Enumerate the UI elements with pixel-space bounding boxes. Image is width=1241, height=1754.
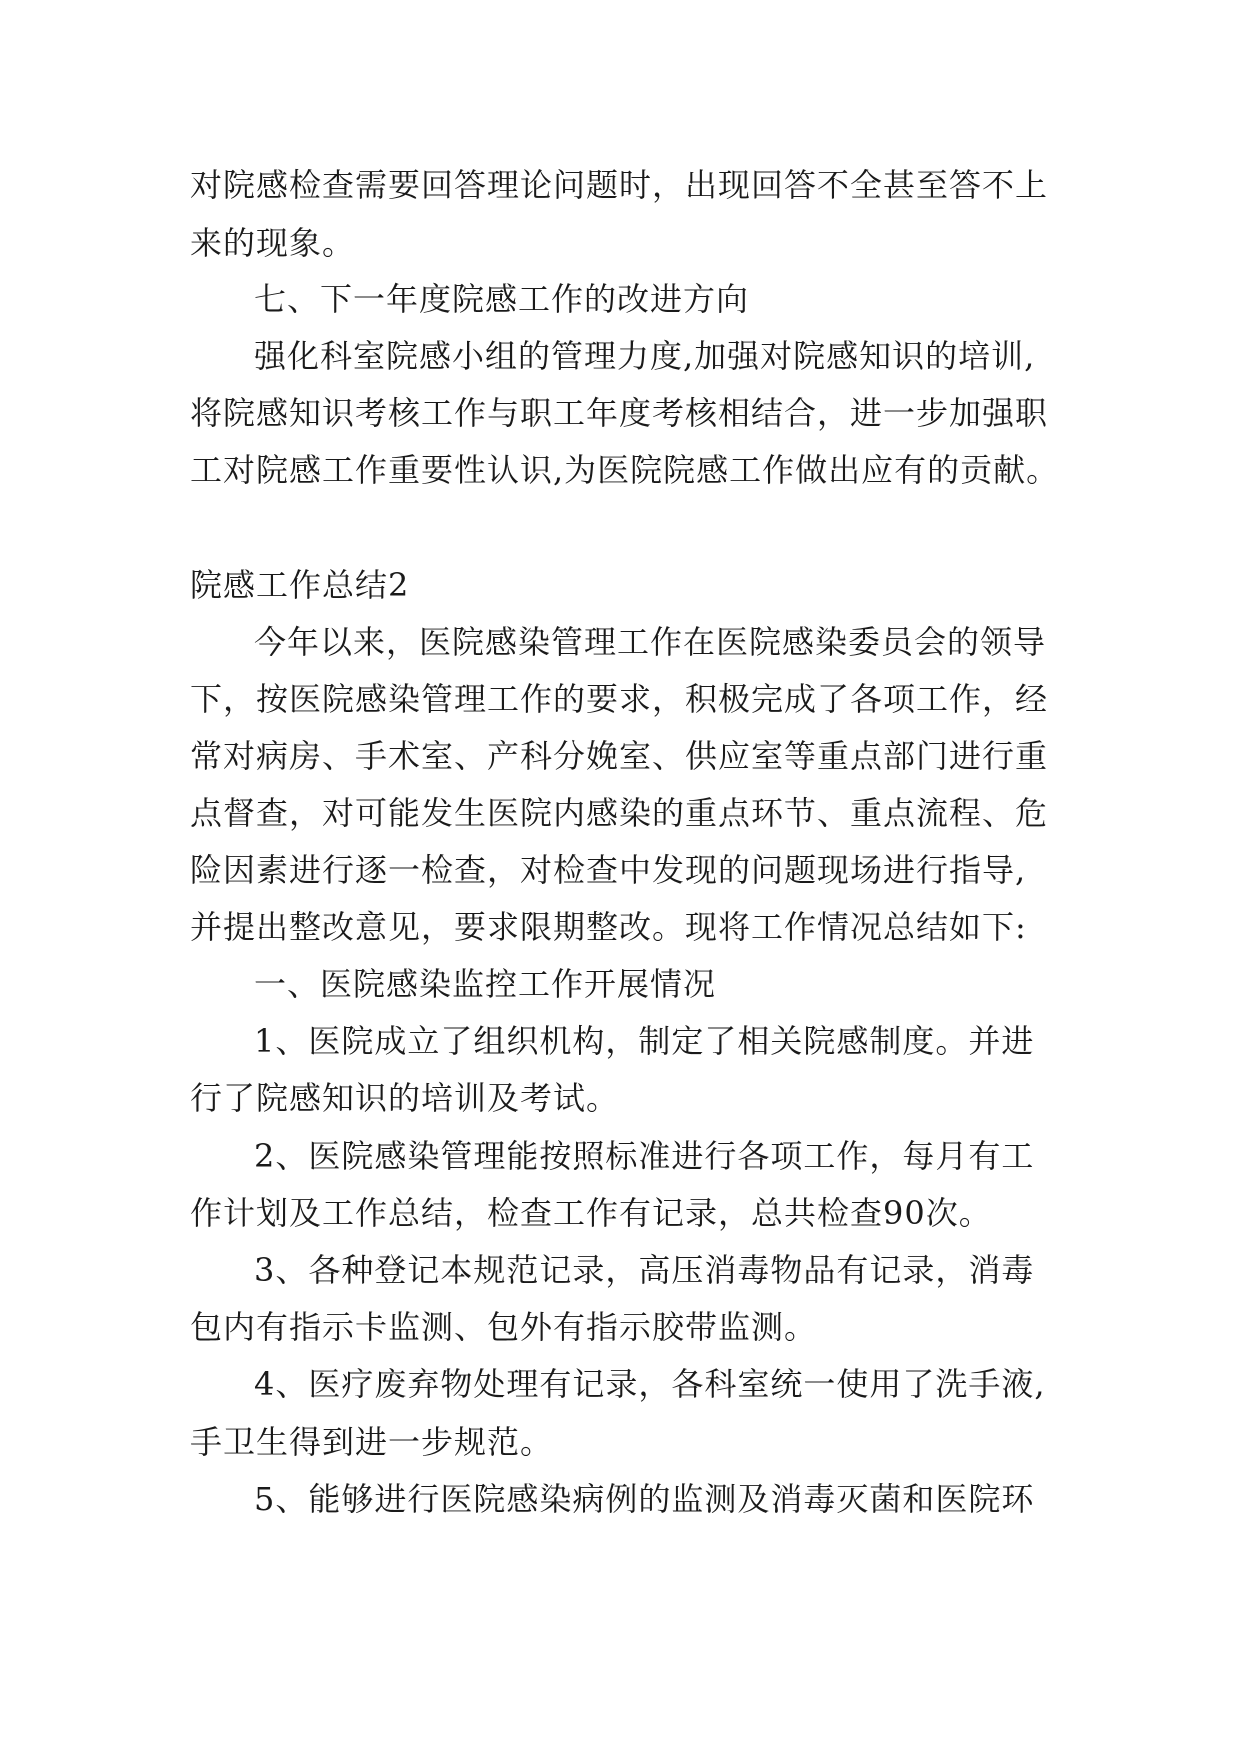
- text-line: 4、医疗废弃物处理有记录，各科室统一使用了洗手液,: [254, 1365, 1046, 1403]
- text-line: 来的现象。: [190, 224, 356, 262]
- text-line: 下，按医院感染管理工作的要求，积极完成了各项工作，经: [190, 680, 1049, 718]
- section-heading: 一、医院感染监控工作开展情况: [254, 965, 717, 1003]
- text-line: 手卫生得到进一步规范。: [190, 1423, 554, 1461]
- text-line: 1、医院成立了组织机构，制定了相关院感制度。并进: [254, 1022, 1035, 1060]
- text-line: 将院感知识考核工作与职工年度考核相结合，进一步加强职: [190, 394, 1049, 432]
- text-line: 并提出整改意见，要求限期整改。现将工作情况总结如下:: [190, 908, 1027, 946]
- text-line: 点督查，对可能发生医院内感染的重点环节、重点流程、危: [190, 794, 1049, 832]
- text-line: 工对院感工作重要性认识,为医院院感工作做出应有的贡献。: [190, 451, 1060, 489]
- text-line: 险因素进行逐一检查，对检查中发现的问题现场进行指导,: [190, 851, 1027, 889]
- text-line: 今年以来，医院感染管理工作在医院感染委员会的领导: [254, 623, 1047, 661]
- text-line: 作计划及工作总结，检查工作有记录，总共检查90次。: [190, 1194, 992, 1232]
- text-line: 行了院感知识的培训及考试。: [190, 1079, 620, 1117]
- text-line: 5、能够进行医院感染病例的监测及消毒灭菌和医院环: [254, 1480, 1035, 1518]
- text-line: 常对病房、手术室、产科分娩室、供应室等重点部门进行重: [190, 737, 1049, 775]
- text-line: 3、各种登记本规范记录，高压消毒物品有记录，消毒: [254, 1251, 1035, 1289]
- text-line: 2、医院感染管理能按照标准进行各项工作，每月有工: [254, 1137, 1035, 1175]
- text-line: 强化科室院感小组的管理力度,加强对院感知识的培训,: [254, 337, 1036, 375]
- text-line: 对院感检查需要回答理论问题时，出现回答不全甚至答不上: [190, 166, 1049, 204]
- text-line: 包内有指示卡监测、包外有指示胶带监测。: [190, 1308, 818, 1346]
- document-title: 院感工作总结2: [190, 566, 410, 604]
- section-heading: 七、下一年度院感工作的改进方向: [254, 280, 750, 318]
